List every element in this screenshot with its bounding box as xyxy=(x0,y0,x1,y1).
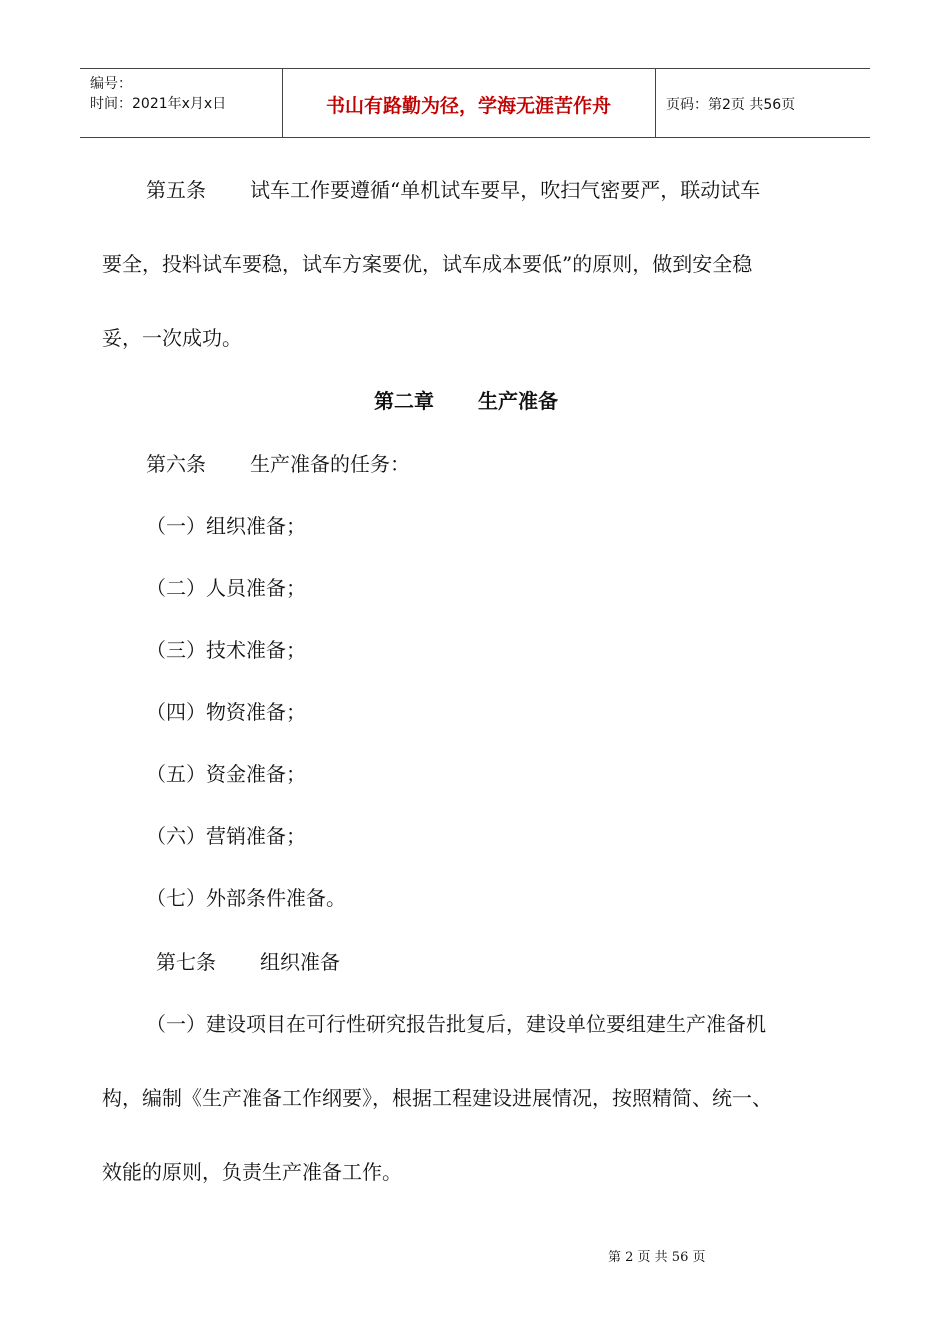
list-item: （一）组织准备； xyxy=(146,514,306,538)
document-header xyxy=(80,68,870,138)
list-item: （四）物资准备； xyxy=(146,700,306,724)
header-page-label: 页码：第2页 共56页 xyxy=(666,97,796,113)
list-item: （三）技术准备； xyxy=(146,638,306,662)
document-date-label: 时间：2021年x月x日 xyxy=(90,96,227,112)
list-item: （七）外部条件准备。 xyxy=(146,886,346,910)
chapter-number: 第二章 xyxy=(374,389,434,413)
header-left-cell xyxy=(80,69,283,137)
header-right-cell xyxy=(656,69,870,137)
article-5-line-1 xyxy=(146,174,760,203)
list-item: （六）营销准备； xyxy=(146,824,306,848)
list-item: （二）人员准备； xyxy=(146,576,306,600)
chapter-heading xyxy=(374,385,558,414)
article-7-paragraph-line-3: 效能的原则，负责生产准备工作。 xyxy=(102,1160,402,1184)
article-7-text: 组织准备 xyxy=(260,950,340,974)
article-5-line-3: 妥，一次成功。 xyxy=(102,326,242,350)
article-6-line xyxy=(146,448,410,477)
article-7-line xyxy=(156,946,340,975)
article-6-heading: 第六条 xyxy=(146,452,206,476)
document-number-label: 编号： xyxy=(90,76,132,92)
page-footer: 第 2 页 共 56 页 xyxy=(608,1250,706,1265)
article-5-line-2: 要全，投料试车要稳，试车方案要优，试车成本要低”的原则，做到安全稳 xyxy=(102,252,753,276)
article-7-paragraph-line-2: 构，编制《生产准备工作纲要》，根据工程建设进展情况，按照精简、统一、 xyxy=(102,1086,772,1110)
header-motto: 书山有路勤为径，学海无涯苦作舟 xyxy=(325,95,611,117)
article-5-text: 试车工作要遵循“单机试车要早，吹扫气密要严，联动试车 xyxy=(250,178,761,202)
list-item: （五）资金准备； xyxy=(146,762,306,786)
chapter-title: 生产准备 xyxy=(478,389,558,413)
article-6-text: 生产准备的任务： xyxy=(250,452,410,476)
article-7-paragraph-line-1: （一）建设项目在可行性研究报告批复后，建设单位要组建生产准备机 xyxy=(146,1012,766,1036)
article-5-heading: 第五条 xyxy=(146,178,206,202)
header-middle-cell xyxy=(282,69,656,137)
article-7-heading: 第七条 xyxy=(156,950,216,974)
